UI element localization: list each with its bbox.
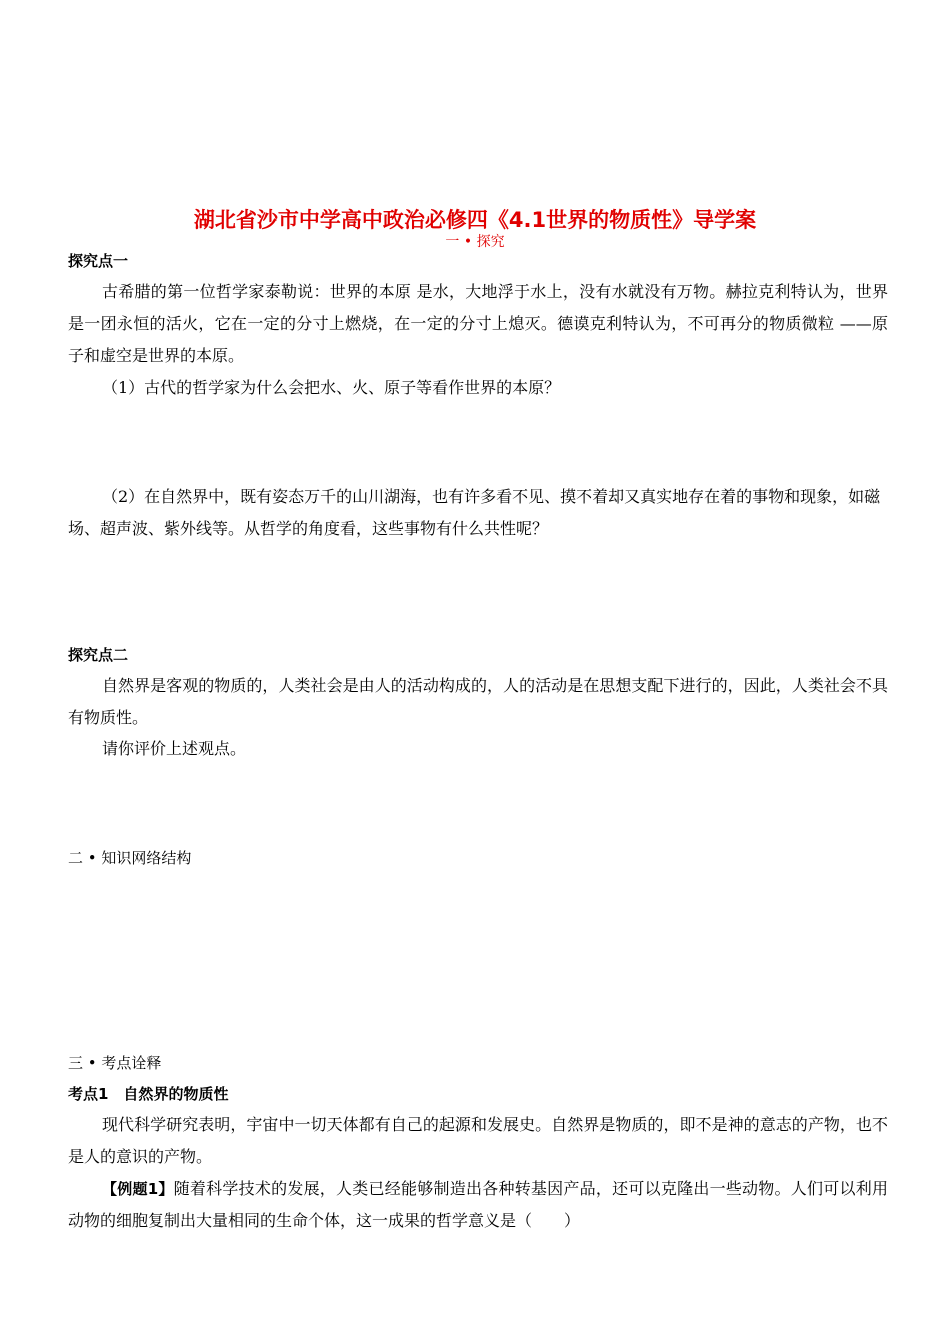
example-1-text: 随着科学技术的发展，人类已经能够制造出各种转基因产品，还可以克隆出一些动物。人们可以利用动物的细胞复制出大量相同的生命个体，这一成果的哲学意义是（ ） xyxy=(68,1179,888,1230)
point1-heading: 探究点一 xyxy=(68,252,129,270)
point2-paragraph: 自然界是客观的物质的，人类社会是由人的活动构成的，人的活动是在思想支配下进行的，因此，人类社会不具有物质性。 xyxy=(68,676,888,727)
example-1-label: 【例题1】 xyxy=(102,1180,174,1198)
example-1 xyxy=(68,1173,888,1237)
kaodian1-paragraph: 现代科学研究表明，宇宙中一切天体都有自己的起源和发展史。自然界是物质的，即不是神的意志的产物，也不是人的意识的产物。 xyxy=(68,1115,888,1166)
document-title: 湖北省沙市中学高中政治必修四《4.1世界的物质性》导学案 xyxy=(193,208,757,232)
point1-question-1: （1）古代的哲学家为什么会把水、火、原子等看作世界的本原？ xyxy=(102,378,561,397)
point2-heading: 探究点二 xyxy=(68,646,129,664)
section-heading-exam-points: 三 • 考点诠释 xyxy=(68,1054,162,1072)
point1-question-2: （2）在自然界中，既有姿态万千的山川湖海，也有许多看不见、摸不着却又真实地存在着的事物和现象，如磁场、超声波、紫外线等。从哲学的角度看，这些事物有什么共性呢？ xyxy=(68,487,881,538)
section-heading-network: 二 • 知识网络结构 xyxy=(68,849,192,867)
point1-paragraph: 古希腊的第一位哲学家泰勒说：世界的本原 是水，大地浮于水上，没有水就没有万物。赫拉克利特认为，世界是一团永恒的活火，它在一定的分寸上燃烧，在一定的分寸上熄灭。德谟克利特认为，不可再分的物质微粒 ——原子和虚空是世界的本原。 xyxy=(68,282,888,365)
section-heading-explore: 一 • 探究 xyxy=(445,234,505,250)
point2-prompt: 请你评价上述观点。 xyxy=(102,739,247,758)
kaodian1-heading: 考点1 自然界的物质性 xyxy=(68,1085,229,1103)
